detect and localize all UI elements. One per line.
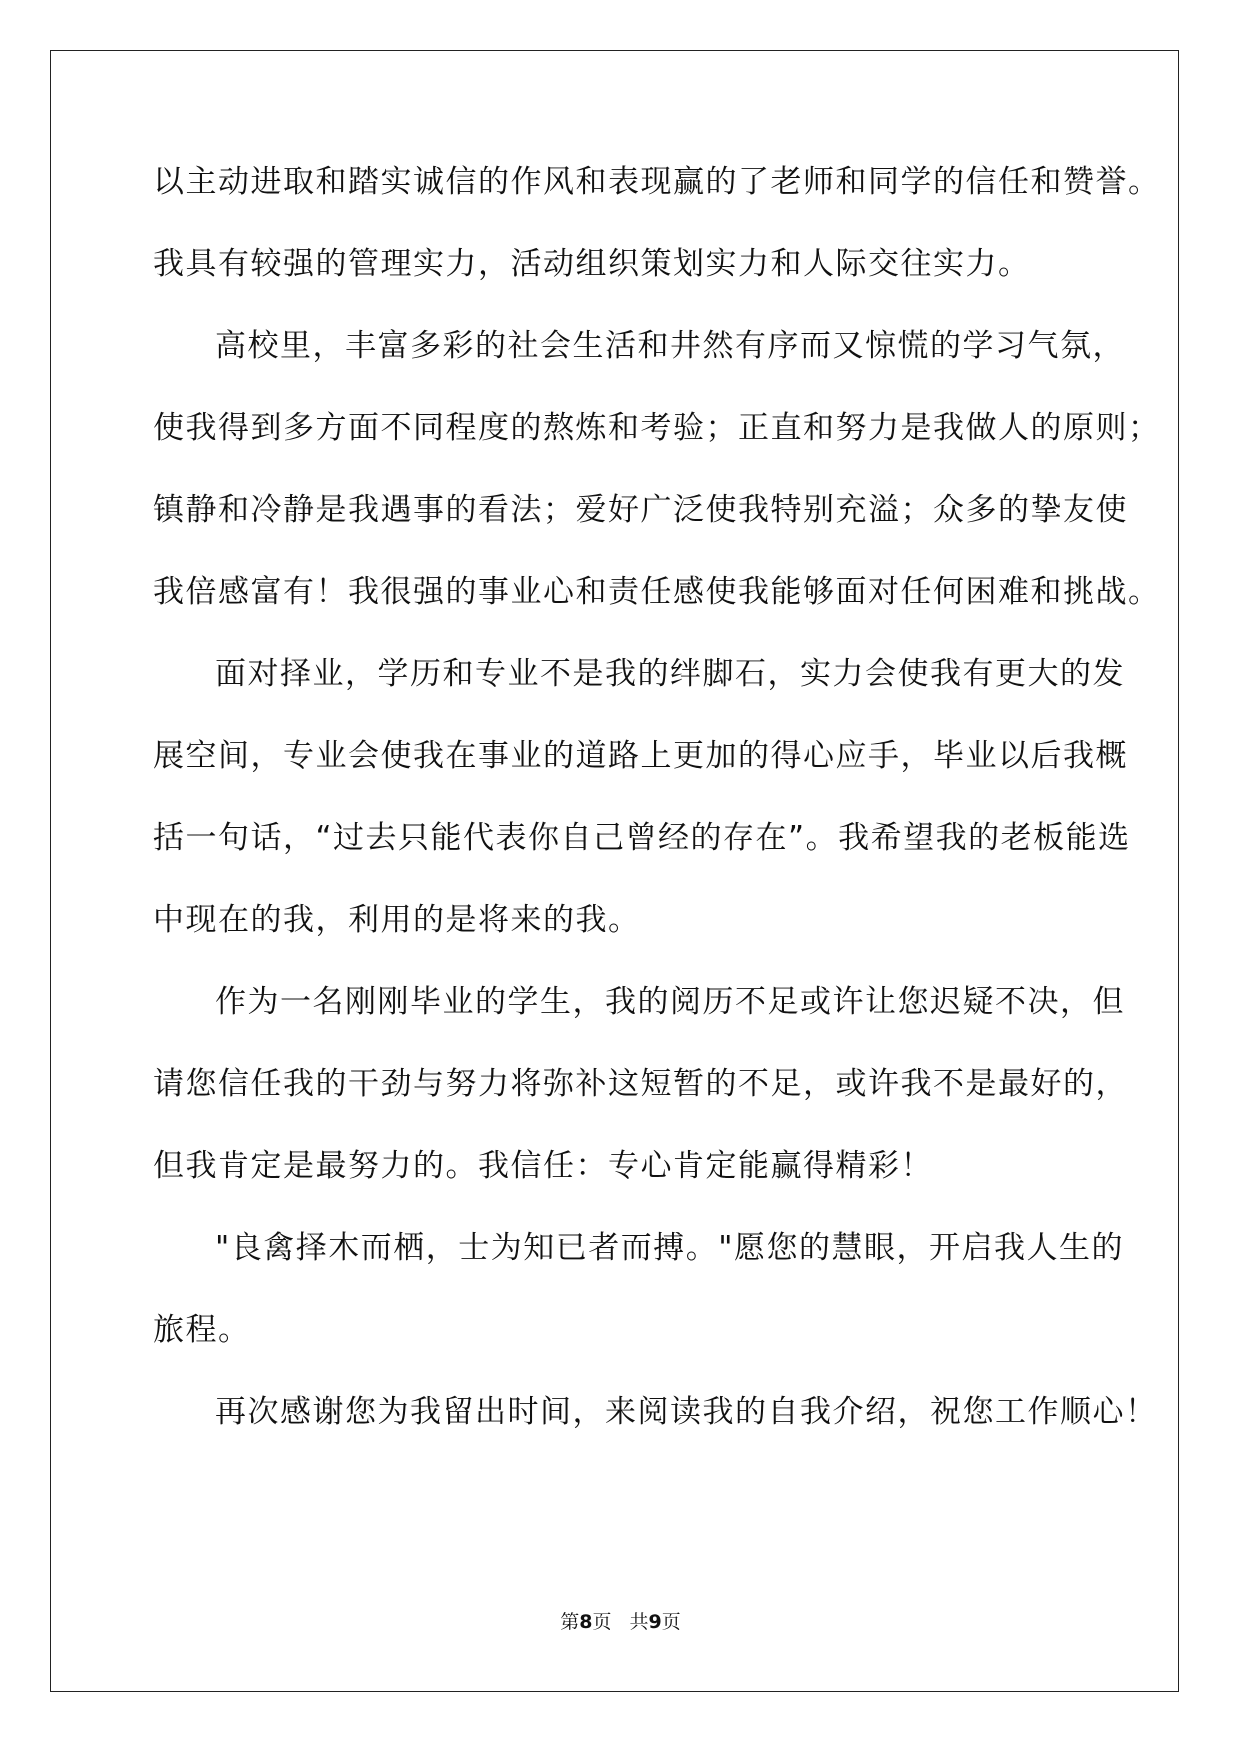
text-line: 面对择业，学历和专业不是我的绊脚石，实力会使我有更大的发 — [215, 656, 1125, 692]
page-prefix: 第 — [560, 1611, 580, 1633]
page-total: 9 — [648, 1611, 662, 1633]
text-line: 中现在的我，利用的是将来的我。 — [153, 902, 641, 938]
text-line: 我具有较强的管理实力，活动组织策划实力和人际交往实力。 — [153, 246, 1031, 282]
text-line: 我倍感富有！我很强的事业心和责任感使我能够面对任何困难和挑战。 — [153, 574, 1161, 610]
text-line: 作为一名刚刚毕业的学生，我的阅历不足或许让您迟疑不决，但 — [215, 984, 1125, 1020]
text-line: 以主动进取和踏实诚信的作风和表现赢的了老师和同学的信任和赞誉。 — [153, 164, 1161, 200]
text-line: 再次感谢您为我留出时间，来阅读我的自我介绍，祝您工作顺心！ — [215, 1394, 1158, 1430]
text-line: 使我得到多方面不同程度的熬炼和考验；正直和努力是我做人的原则； — [153, 410, 1161, 446]
page-suffix: 页 — [592, 1611, 612, 1633]
total-prefix: 共 — [629, 1611, 649, 1633]
text-line: 高校里，丰富多彩的社会生活和井然有序而又惊慌的学习气氛， — [215, 328, 1125, 364]
text-line: "良禽择木而栖，士为知已者而搏。"愿您的慧眼，开启我人生的 — [215, 1230, 1125, 1266]
total-suffix: 页 — [661, 1611, 681, 1633]
text-line: 展空间，专业会使我在事业的道路上更加的得心应手，毕业以后我概 — [153, 738, 1128, 774]
text-line: 括一句话，“过去只能代表你自己曾经的存在”。我希望我的老板能选 — [153, 820, 1131, 856]
page-current: 8 — [579, 1611, 593, 1633]
page-footer — [0, 1610, 1241, 1634]
text-line: 旅程。 — [153, 1312, 251, 1348]
text-line: 请您信任我的干劲与努力将弥补这短暂的不足，或许我不是最好的， — [153, 1066, 1128, 1102]
page-border — [50, 50, 1179, 1692]
text-line: 但我肯定是最努力的。我信任：专心肯定能赢得精彩！ — [153, 1148, 933, 1184]
text-line: 镇静和冷静是我遇事的看法；爱好广泛使我特别充溢；众多的挚友使 — [153, 492, 1128, 528]
